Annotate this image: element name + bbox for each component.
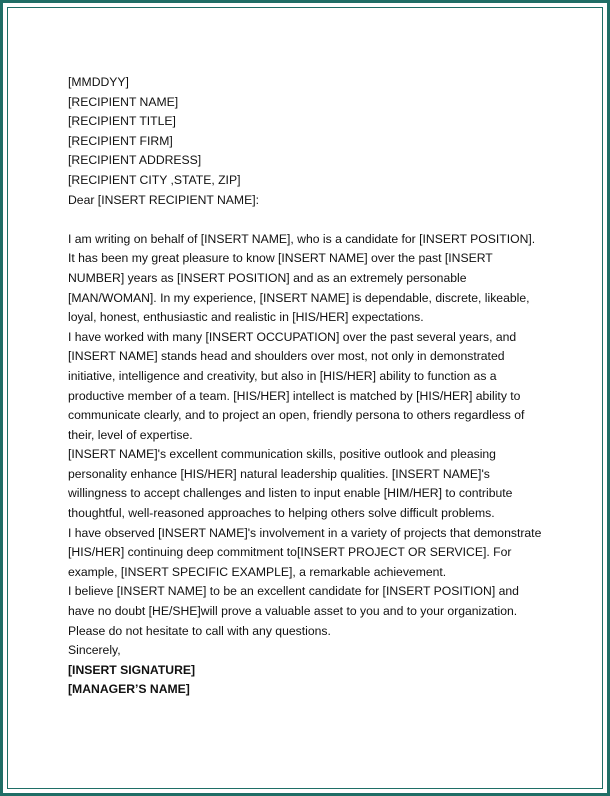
- body-line: have no doubt [HE/SHE]will prove a valuable asset to you and to your organization.: [68, 604, 518, 619]
- recipient-firm: [RECIPIENT FIRM]: [68, 133, 173, 148]
- spacer: [68, 210, 548, 230]
- body-line: I believe [INSERT NAME] to be an excellent candidate for [INSERT POSITION] and: [68, 584, 519, 599]
- letter-body: [68, 73, 548, 700]
- body-line: communicate clearly, and to project an open, friendly persona to others regardless of: [68, 408, 525, 423]
- recipient-city-state-zip: [RECIPIENT CITY ,STATE, ZIP]: [68, 172, 241, 187]
- salutation: Dear [INSERT RECIPIENT NAME]:: [68, 192, 259, 207]
- valediction: Sincerely,: [68, 643, 121, 658]
- recipient-name: [RECIPIENT NAME]: [68, 94, 179, 109]
- recipient-address: [RECIPIENT ADDRESS]: [68, 153, 202, 168]
- body-line: willingness to accept challenges and listen to input enable [HIM/HER] to contribute: [68, 486, 513, 501]
- body-line: thoughtful, well-reasoned approaches to helping others solve difficult problems.: [68, 506, 495, 521]
- body-line: [INSERT NAME] stands head and shoulders over most, not only in demonstrated: [68, 349, 505, 364]
- body-line: productive member of a team. [HIS/HER] intellect is matched by [HIS/HER] ability to: [68, 388, 521, 403]
- body-line: their, level of expertise.: [68, 427, 193, 442]
- body-line: Please do not hesitate to call with any questions.: [68, 623, 331, 638]
- body-line: [INSERT NAME]'s excellent communication skills, positive outlook and pleasing: [68, 447, 496, 462]
- manager-name: [MANAGER’S NAME]: [68, 682, 190, 697]
- body-line: [MAN/WOMAN]. In my experience, [INSERT NAME] is dependable, discrete, likeable,: [68, 290, 530, 305]
- body-line: I am writing on behalf of [INSERT NAME], who is a candidate for [INSERT POSITION].: [68, 231, 536, 246]
- body-line: NUMBER] years as [INSERT POSITION] and as an extremely personable: [68, 270, 467, 285]
- letter-date: [MMDDYY]: [68, 75, 129, 89]
- signature-placeholder: [INSERT SIGNATURE]: [68, 662, 196, 677]
- body-line: I have observed [INSERT NAME]'s involvement in a variety of projects that demonstrate: [68, 525, 542, 540]
- body-line: example, [INSERT SPECIFIC EXAMPLE], a remarkable achievement.: [68, 564, 447, 579]
- body-line: It has been my great pleasure to know [INSERT NAME] over the past [INSERT: [68, 251, 493, 266]
- recipient-title: [RECIPIENT TITLE]: [68, 114, 176, 129]
- body-line: loyal, honest, enthusiastic and realistic in [HIS/HER] expectations.: [68, 310, 424, 325]
- body-line: personality enhance [HIS/HER] natural leadership qualities. [INSERT NAME]'s: [68, 466, 490, 481]
- body-line: I have worked with many [INSERT OCCUPATION] over the past several years, and: [68, 329, 517, 344]
- body-line: initiative, intelligence and creativity, but also in [HIS/HER] ability to function as a: [68, 368, 497, 383]
- body-line: [HIS/HER] continuing deep commitment to[INSERT PROJECT OR SERVICE]. For: [68, 545, 512, 560]
